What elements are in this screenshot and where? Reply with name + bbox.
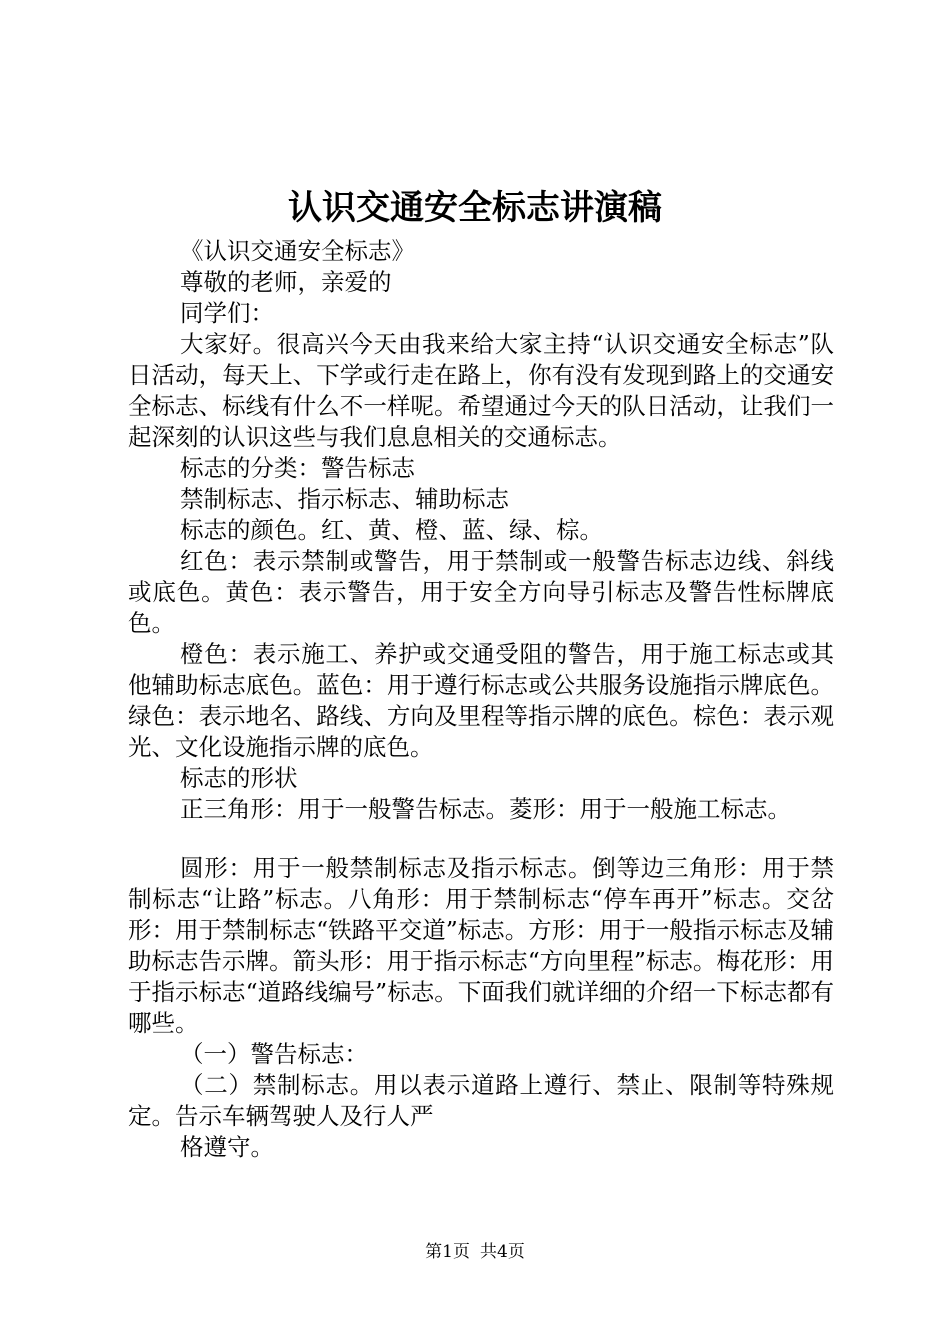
page-number: 第1页 — [425, 1242, 470, 1262]
paragraph-orange-blue-green-brown: 橙色：表示施工、养护或交通受阻的警告，用于施工标志或其他辅助标志底色。蓝色：用于遵行标志或公共服务设施指示牌底色。绿色：表示地名、路线、方向及里程等指示牌的底色。棕色：表示观光、文化设施指示牌的底色。 — [128, 640, 834, 761]
paragraph-triangle-diamond: 正三角形：用于一般警告标志。菱形：用于一般施工标志。 — [180, 795, 791, 823]
paragraph-red-yellow: 红色：表示禁制或警告，用于禁制或一般警告标志边线、斜线或底色。黄色：表示警告，用于安全方向导引标志及警告性标牌底色。 — [128, 547, 834, 637]
paragraph-subject: 《认识交通安全标志》 — [180, 237, 415, 265]
paragraph-prohibition-cont: 格遵守。 — [180, 1133, 274, 1161]
paragraph-salutation-cont: 同学们： — [180, 299, 274, 327]
paragraph-shapes-detail: 圆形：用于一般禁制标志及指示标志。倒等边三角形：用于禁制标志“让路”标志。八角形：用于禁制标志“停车再开”标志。交岔形：用于禁制标志“铁路平交道”标志。方形：用于一般指示标志及辅助标志告示牌。箭头形：用于指示标志“方向里程”标志。梅花形：用于指示标志“道路线编号”标志。下面我们就详细的介绍一下标志都有哪些。 — [128, 854, 834, 1037]
paragraph-classification: 标志的分类：警告标志 — [180, 454, 415, 482]
paragraph-classification-cont: 禁制标志、指示标志、辅助标志 — [180, 485, 509, 513]
page-footer — [0, 1241, 950, 1263]
paragraph-warning-signs: （一）警告标志： — [180, 1040, 368, 1068]
page-total: 共4页 — [480, 1242, 525, 1262]
paragraph-prohibition-signs: （二）禁制标志。用以表示道路上遵行、禁止、限制等特殊规定。告示车辆驾驶人及行人严 — [128, 1071, 834, 1130]
document-body — [128, 236, 834, 1163]
paragraph-colors: 标志的颜色。红、黄、橙、蓝、绿、棕。 — [180, 516, 603, 544]
paragraph-shapes-heading: 标志的形状 — [180, 764, 298, 792]
paragraph-salutation: 尊敬的老师，亲爱的 — [180, 268, 392, 296]
paragraph-intro: 大家好。很高兴今天由我来给大家主持“认识交通安全标志”队日活动，每天上、下学或行走在路上，你有没有发现到路上的交通安全标志、标线有什么不一样呢。希望通过今天的队日活动，让我们一起深刻的认识这些与我们息息相关的交通标志。 — [128, 330, 834, 451]
document-title: 认识交通安全标志讲演稿 — [288, 188, 662, 228]
